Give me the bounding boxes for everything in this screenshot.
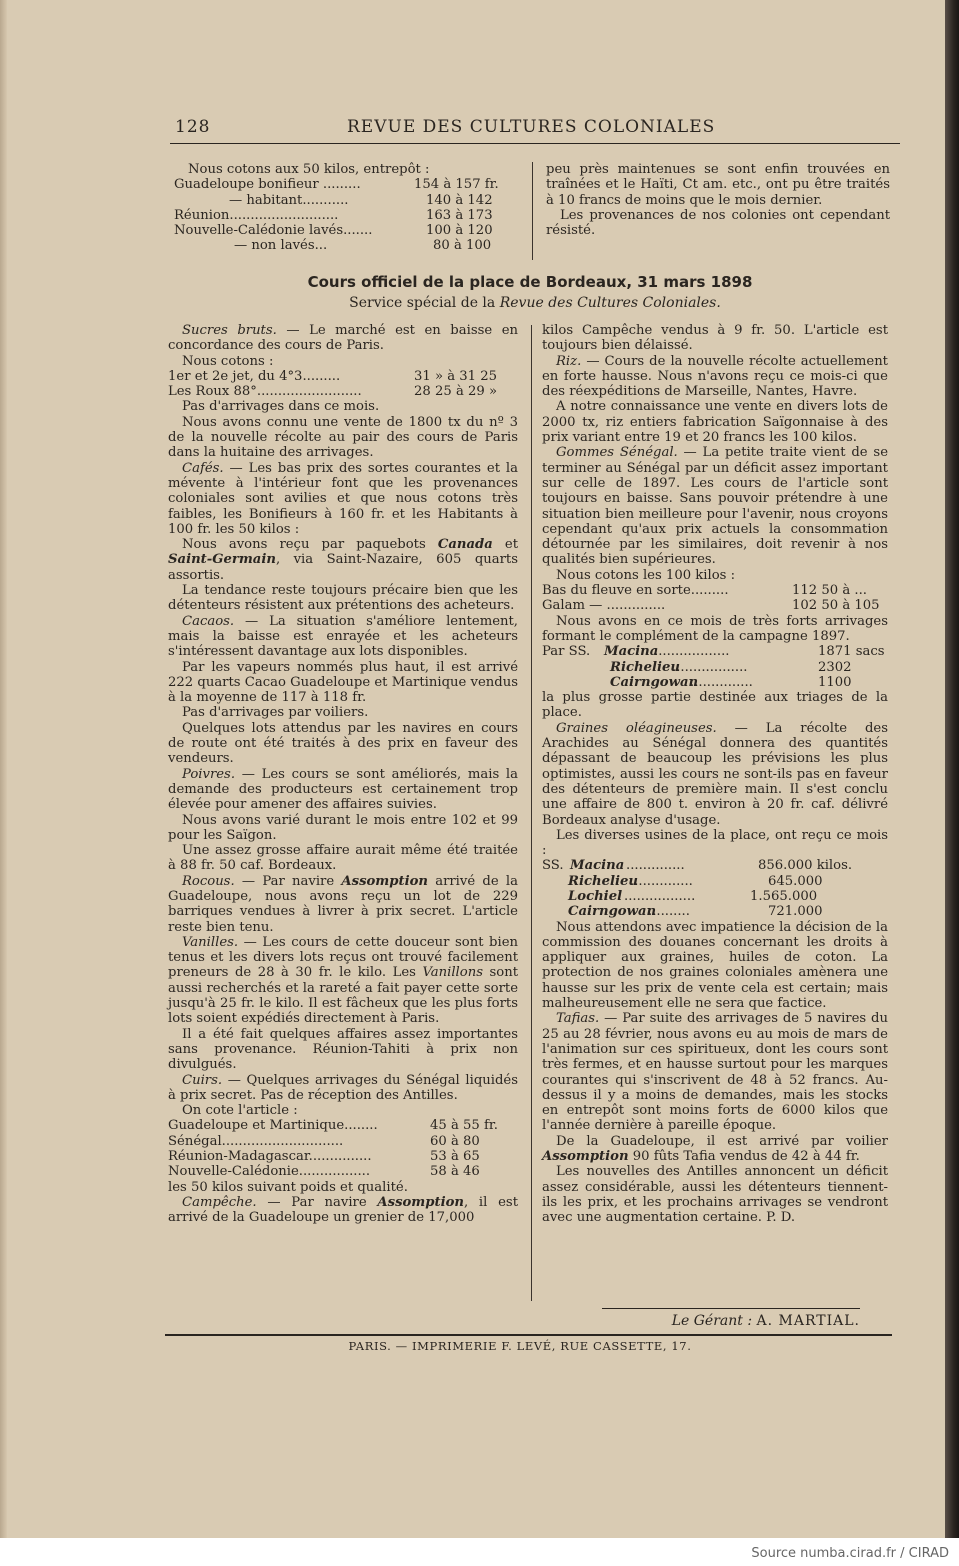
ship-prefix: Par SS. (542, 644, 591, 660)
section-subtitle (165, 295, 905, 311)
paragraph-paquebots (168, 537, 518, 583)
ship-name: Macina (604, 644, 659, 660)
ship-name: Lochiel (568, 888, 623, 904)
paragraph-sucres (168, 323, 518, 354)
main-column-rule (531, 325, 532, 1301)
paragraph: Nous attendons avec impatience la décision de la commission des douanes concernant les droits à appliquer aux graines, huiles de coton. La protection de nos graines coloniales amènera une hausse sur les prix de vente cela est certain; mais malheureusement elle ne sera que factice. (542, 919, 888, 1012)
paragraph: Les nouvelles des Antilles annoncent un déficit assez considérable, aussi les détenteurs tiennent-ils les prix, et les prochains arrivages se vendront avec une augmentation certaine. P. D. (542, 1164, 888, 1226)
text: 90 fûts Tafia vendus de 42 à 44 fr. (628, 1149, 860, 1165)
ship-value: 645.000 (768, 873, 823, 889)
paragraph: Pas d'arrivages par voiliers. (182, 705, 369, 721)
text: , via Saint-Nazaire, 605 quarts assortis. (168, 552, 518, 583)
subtitle-text: Service spécial de la (349, 295, 500, 311)
ship-name: Cairngowan (568, 904, 657, 920)
ship-name: Richelieu (568, 873, 638, 889)
ship-name: Macina (570, 858, 625, 874)
paragraph: kilos Campêche vendus à 9 fr. 50. L'article est toujours bien délaissé. (542, 323, 888, 354)
paragraph-tafia-guadeloupe (542, 1134, 888, 1165)
ship-row (542, 874, 888, 889)
row-value: 112 50 à ... (792, 583, 867, 599)
section-title: Cours officiel de la place de Bordeaux, 31 mars 1898 (307, 273, 753, 291)
ship-name: Assomption (377, 1194, 464, 1210)
ship-value: 2302 (818, 659, 852, 675)
row-value: 154 à 157 fr. (414, 177, 499, 193)
ship-value: 721.000 (768, 904, 823, 920)
ship-name: Saint-Germain (168, 552, 276, 568)
printer-line: PARIS. — IMPRIMERIE F. LEVÉ, RUE CASSETTE, 17. (348, 1339, 692, 1353)
heading-cafes: Cafés. (182, 460, 224, 476)
row-label: Les Roux 88°......................... (168, 384, 362, 400)
text: — La petite traite vient de se terminer au Sénégal par un déficit assez important sur celle de 1897. Les cours de l'article sont toujours en baisse. Sans pouvoir prétendre à une situation bien meilleure pour l'avenir, nous croyons cependant qu'aux prix actuels la consommation détournée par les similaires, doit revenir à nos qualités bien supérieures. (542, 445, 888, 568)
row-value: 60 à 80 (430, 1133, 480, 1149)
footer-rule (165, 1334, 892, 1336)
paragraph: Nous cotons les 100 kilos : (556, 567, 736, 583)
cuirs-row (168, 1118, 518, 1133)
row-value: 102 50 à 105 (792, 598, 880, 614)
row-label: — non lavés... (234, 238, 328, 254)
text: Nous avons reçu par paquebots (182, 537, 438, 553)
heading-riz: Riz. (556, 353, 582, 369)
text: — Par navire (256, 1194, 378, 1210)
text: De la Guadeloupe, il est arrivé par voilier (556, 1133, 888, 1149)
text: sont aussi recherchés et la rareté a fait payer cette sorte jusqu'à 25 fr. le kilo. Il est fâcheux que les plus forts lots soient expédiés directement à Paris. (168, 965, 518, 1027)
ship-row (542, 644, 888, 659)
term: Vanillons (422, 965, 483, 981)
paragraph: La tendance reste toujours précaire bien que les détenteurs résistent aux prétentions des acheteurs. (168, 583, 518, 614)
paragraph: A notre connaissance une vente en divers lots de 2000 tx, riz entiers fabrication Saïgonnaise à des prix variant entre 19 et 20 francs les 100 kilos. (542, 399, 888, 446)
paragraph: Par les vapeurs nommés plus haut, il est arrivé 222 quarts Cacao Guadeloupe et Martinique vendus à la moyenne de 117 à 118 fr. (168, 659, 518, 706)
paragraph: Il a été fait quelques affaires assez importantes sans provenance. Réunion-Tahiti à prix non divulgués. (168, 1026, 518, 1073)
text: — Les bas prix des sortes courantes et la mévente à l'intérieur font que les provenances coloniales sont avilies et que nous cotons très faibles, les Bonifieurs à 160 fr. et les Habitants à 100 fr. les 50 kilos : (168, 460, 518, 537)
paragraph: Pas d'arrivages dans ce mois. (182, 399, 380, 415)
paragraph: Nous avons connu une vente de 1800 tx du nº 3 de la nouvelle récolte au pair des cours de Paris dans la huitaine des arrivages. (168, 414, 518, 461)
row-value: 80 à 100 (433, 238, 492, 254)
ship-prefix: SS. (542, 858, 564, 874)
header-rule (170, 143, 900, 144)
paragraph-cacaos (168, 614, 518, 660)
ship-name: Richelieu (610, 659, 680, 675)
paragraph: Nous avons varié durant le mois entre 102 et 99 pour les Saïgon. (168, 812, 518, 843)
heading-tafias: Tafias. (556, 1011, 600, 1027)
gerant-name: A. MARTIAL. (756, 1313, 860, 1329)
text: — Par suite des arrivages de 5 navires du 25 au 28 février, nous avons eu au mois de mars de l'animation sur ces spiritueux, dont les cours sont très fermes, et en hausse surtout pour les marques courantes qui s'inscrivent de 48 à 52 francs. Au-dessus il y a moins de demandes, mais les stocks en entrepôt sont moins forts de 6000 kilos que l'année dernière à pareille époque. (542, 1011, 888, 1134)
paragraph-riz (542, 354, 888, 400)
row-label: Guadeloupe et Martinique........ (168, 1118, 378, 1134)
heading-graines: Graines oléagineuses. (556, 720, 717, 736)
paragraph: Une assez grosse affaire aurait même été traitée à 88 fr. 50 caf. Bordeaux. (168, 843, 518, 874)
ship-value: 856.000 kilos. (758, 858, 853, 874)
running-header (175, 117, 895, 139)
sucres-row (168, 369, 518, 384)
signature-rule (602, 1308, 860, 1309)
top-left-column (174, 162, 500, 254)
ship-value: 1871 sacs (818, 644, 885, 660)
text: et (492, 537, 518, 553)
cuirs-row (168, 1149, 518, 1164)
heading-gommes: Gommes Sénégal. (556, 445, 678, 461)
paragraph: la plus grosse partie destinée aux triages de la place. (542, 690, 888, 721)
ship-dots: .................. (672, 659, 748, 675)
paragraph-cuirs (168, 1073, 518, 1104)
paragraph-tafias (542, 1011, 888, 1133)
heading-rocous: Rocous. (182, 873, 235, 889)
text: — Le marché est en baisse en concordance des cours de Paris. (168, 323, 518, 354)
row-value: 163 à 173 (426, 207, 493, 223)
row-value: 58 à 46 (430, 1164, 480, 1180)
paragraph-gommes (542, 445, 888, 567)
text: — Les cours se sont améliorés, mais la demande des producteurs est certainement trop élevée pour amener des affaires suivies. (168, 766, 518, 813)
row-label: Sénégal............................. (168, 1133, 344, 1149)
ship-name: Assomption (341, 873, 428, 889)
book-binding (945, 0, 959, 1566)
paragraph: On cote l'article : (182, 1103, 298, 1119)
ship-value: 1.565.000 (750, 888, 818, 904)
row-label: Guadeloupe bonifieur ......... (174, 177, 361, 193)
ship-dots: ................. (624, 888, 696, 904)
ship-name: Canada (437, 537, 493, 553)
cotton-row (174, 208, 500, 223)
ship-dots: ............... (690, 674, 753, 690)
cotton-row (174, 193, 500, 208)
cuirs-row (168, 1164, 518, 1179)
ship-dots: .................. (654, 644, 730, 660)
ship-row (542, 889, 888, 904)
ship-row (542, 675, 888, 690)
ship-dots: .......... (648, 904, 690, 920)
row-value: 31 » à 31 25 (414, 368, 498, 384)
text: — La situation s'améliore lentement, mais la baisse est enrayée et les acheteurs s'intéressent davantage aux lots disponibles. (168, 613, 518, 660)
paragraph-campeche (168, 1195, 518, 1226)
row-value: 45 à 55 fr. (430, 1118, 498, 1134)
paragraph: Les provenances de nos colonies ont cependant résisté. (546, 207, 890, 239)
paragraph: Les diverses usines de la place, ont reçu ce mois : (542, 827, 888, 859)
row-label: Nouvelle-Calédonie................. (168, 1164, 371, 1180)
right-column (542, 323, 888, 1226)
heading-cacaos: Cacaos. (182, 613, 235, 629)
paragraph-vanilles (168, 935, 518, 1027)
text: — Les cours de cette douceur sont bien tenus et les divers lots reçus ont trouvé facilement preneurs de 28 à 30 fr. le kilo. Les (168, 934, 518, 981)
sucres-row (168, 384, 518, 399)
cotton-intro: Nous cotons aux 50 kilos, entrepôt : (188, 162, 430, 177)
row-label: Réunion.......................... (174, 207, 339, 223)
paragraph-poivres (168, 767, 518, 813)
text: — Cours de la nouvelle récolte actuellement en forte hausse. Nous n'avons reçu ce mois-ci que des réexpéditions de Marseille, Nantes, Havre. (542, 353, 888, 400)
ship-name: Cairngowan (610, 674, 699, 690)
paragraph-graines (542, 721, 888, 828)
cuirs-row (168, 1134, 518, 1149)
ship-row (542, 904, 888, 919)
ship-dots: .............. (626, 858, 685, 874)
top-right-column (546, 162, 890, 238)
page-number: 128 (175, 117, 211, 137)
source-credit: Source numba.cirad.fr / CIRAD (751, 1546, 949, 1561)
heading-campeche: Campêche. (182, 1194, 257, 1210)
page-left-edge (0, 0, 7, 1538)
row-label: 1er et 2e jet, du 4°3......... (168, 368, 341, 384)
row-value: 140 à 142 (426, 192, 493, 208)
gerant-label: Le Gérant : (671, 1313, 753, 1329)
paragraph-cafes (168, 461, 518, 537)
row-label: — habitant........... (229, 192, 349, 208)
gommes-row (542, 583, 888, 598)
text: — Quelques arrivages du Sénégal liquidés à prix secret. Pas de réception des Antilles. (168, 1072, 518, 1103)
ship-dots: ............... (630, 873, 693, 889)
text: arrivé de la Guadeloupe, nous avons reçu un lot de 229 barriques vendues à livrer à prix secret. L'article reste bien tenu. (168, 873, 518, 935)
heading-poivres: Poivres. (182, 766, 236, 782)
row-label: Bas du fleuve en sorte......... (542, 583, 729, 599)
text: , il est arrivé de la Guadeloupe un grenier de 17,000 (168, 1194, 518, 1226)
gommes-row (542, 598, 888, 613)
journal-title: REVUE DES CULTURES COLONIALES (347, 117, 716, 137)
heading-vanilles: Vanilles. (182, 934, 239, 950)
paragraph: les 50 kilos suivant poids et qualité. (168, 1179, 408, 1195)
signature (560, 1313, 860, 1329)
text: — La récolte des Arachides au Sénégal donnera des quantités dépassant de beaucoup les prévisions les plus optimistes, aussi les cours ne sont-ils pas en faveur des détenteurs de première main. Il s'est conclu une affaire de 800 t. environ à 20 fr. caf. délivré Bordeaux analyse d'usage. (542, 720, 888, 828)
ship-row (542, 858, 888, 873)
row-label: Réunion-Madagascar............... (168, 1149, 372, 1165)
top-column-rule (532, 162, 533, 260)
ship-value: 1100 (818, 674, 852, 690)
row-value: 100 à 120 (426, 223, 493, 239)
row-label: Galam — .............. (542, 598, 666, 614)
ship-name: Assomption (542, 1149, 629, 1165)
ship-row (542, 660, 888, 675)
text: — Par navire (234, 873, 342, 889)
cotton-row (174, 238, 500, 253)
paragraph: Nous avons en ce mois de très forts arrivages formant le complément de la campagne 1897. (542, 613, 888, 644)
paragraph: Quelques lots attendus par les navires en cours de route ont été traités à des prix en faveur des vendeurs. (168, 720, 518, 767)
left-column (168, 323, 518, 1226)
row-value: 28 25 à 29 » (414, 384, 498, 400)
sucres-cotons: Nous cotons : (182, 353, 274, 369)
subtitle-journal: Revue des Cultures Coloniales. (499, 295, 721, 311)
row-label: Nouvelle-Calédonie lavés....... (174, 223, 373, 239)
row-value: 53 à 65 (430, 1149, 480, 1165)
paragraph: peu près maintenues se sont enfin trouvées en traînées et le Haïti, Ct am. etc., ont pu être traités à 10 francs de moins que le mois dernier. (546, 162, 890, 208)
heading-sucres: Sucres bruts. (182, 323, 277, 338)
cotton-row (174, 223, 500, 238)
paragraph-rocous (168, 874, 518, 935)
cotton-row (174, 177, 500, 192)
heading-cuirs: Cuirs. (182, 1072, 223, 1088)
